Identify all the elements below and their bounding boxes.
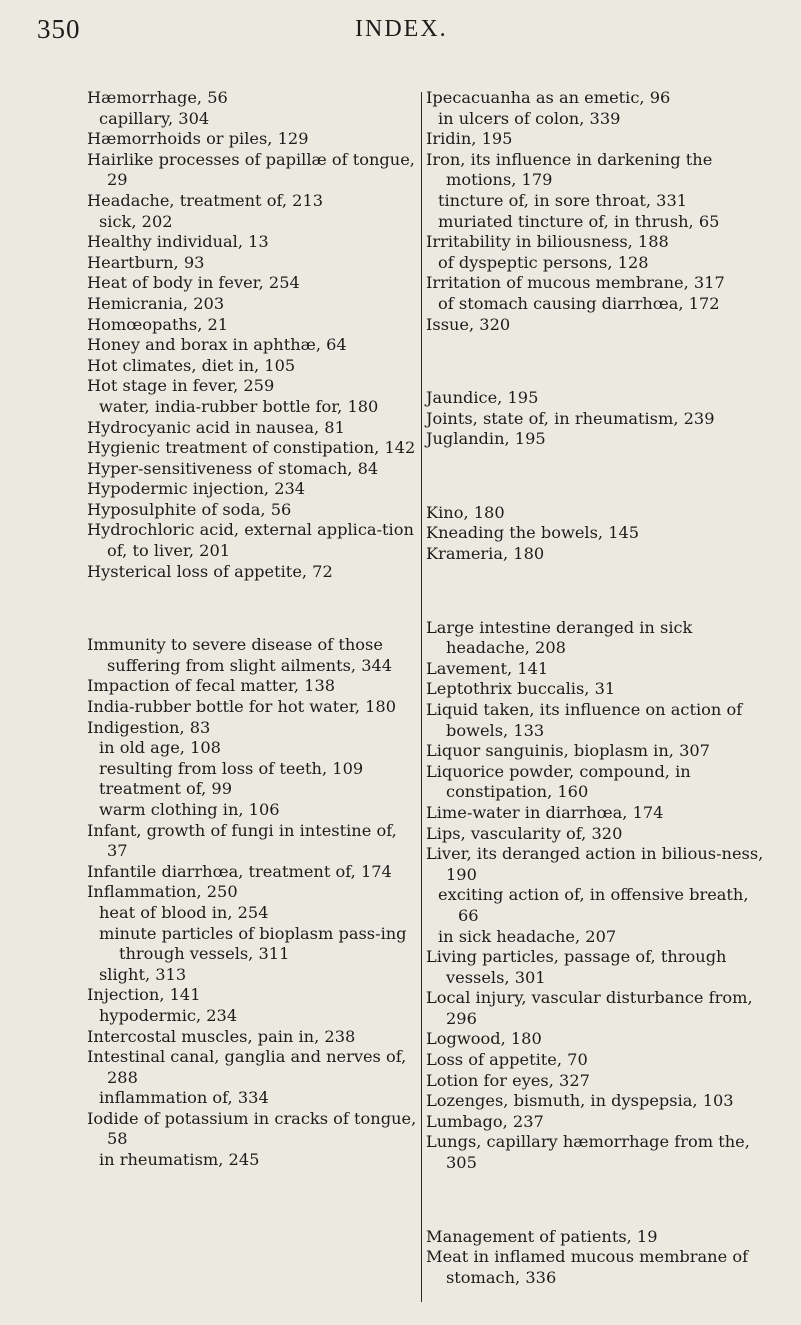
index-subentry: muriated tincture of, in thrush, 65 xyxy=(438,211,720,231)
index-entry: Hyposulphite of soda, 56 xyxy=(87,499,292,519)
index-entry: Living particles, passage of, through vessels, 301 xyxy=(426,947,727,987)
index-entry: Lungs, capillary hæmorrhage from the, 305 xyxy=(426,1132,750,1173)
index-entry: Joints, state of, in rheumatism, 239 xyxy=(426,408,715,428)
index-entry: Immunity to severe disease of those suffering from slight ailments, 344 xyxy=(87,635,393,675)
index-entry: Liquor sanguinis, bioplasm in, 307 xyxy=(426,741,710,761)
index-entry: Hydrochloric acid, external applica-tion of, to liver, 201 xyxy=(87,520,414,561)
index-entry: Logwood, 180 xyxy=(426,1029,542,1049)
index-column-left xyxy=(87,88,417,1171)
index-subentry: treatment of, 99 xyxy=(99,779,233,799)
index-entry: Lozenges, bismuth, in dyspepsia, 103 xyxy=(426,1091,734,1111)
index-entry: Inflammation, 250 xyxy=(87,882,238,902)
index-subentry: exciting action of, in offensive breath, 66 xyxy=(438,885,749,925)
index-subentry: tincture of, in sore throat, 331 xyxy=(438,190,688,210)
index-entry: Hot stage in fever, 259 xyxy=(87,376,275,396)
index-entry: Homœopaths, 21 xyxy=(87,314,229,334)
index-subentry: in ulcers of colon, 339 xyxy=(438,108,621,128)
index-subentry: sick, 202 xyxy=(99,211,173,231)
section-gap xyxy=(87,598,417,619)
index-column-right xyxy=(426,88,766,1288)
section-gap xyxy=(426,1190,766,1211)
index-entry: Healthy individual, 13 xyxy=(87,232,269,252)
index-subentry: of dyspeptic persons, 128 xyxy=(438,252,649,272)
index-entry: Leptothrix buccalis, 31 xyxy=(426,679,616,699)
page-title: INDEX. xyxy=(355,16,448,42)
index-entry: Kneading the bowels, 145 xyxy=(426,523,640,543)
index-entry: Iridin, 195 xyxy=(426,129,513,149)
index-entry: Large intestine deranged in sick headache, 208 xyxy=(426,617,693,658)
index-entry: India-rubber bottle for hot water, 180 xyxy=(87,697,397,716)
index-subentry: heat of blood in, 254 xyxy=(99,902,269,922)
index-entry: Injection, 141 xyxy=(87,985,201,1005)
index-entry: Headache, treatment of, 213 xyxy=(87,190,324,210)
index-subentry: hypodermic, 234 xyxy=(99,1005,238,1025)
index-entry: Irritation of mucous membrane, 317 xyxy=(426,273,725,293)
index-entry: Krameria, 180 xyxy=(426,544,545,564)
index-subentry: inflammation of, 334 xyxy=(99,1088,269,1108)
index-subentry: in sick headache, 207 xyxy=(438,926,617,946)
index-entry: Ipecacuanha as an emetic, 96 xyxy=(426,88,671,107)
index-entry: Hemicrania, 203 xyxy=(87,293,225,313)
index-entry: Loss of appetite, 70 xyxy=(426,1050,588,1070)
index-entry: Hæmorrhage, 56 xyxy=(87,88,228,107)
index-entry: Hæmorrhoids or piles, 129 xyxy=(87,129,309,149)
index-entry: Hyper-sensitiveness of stomach, 84 xyxy=(87,458,379,478)
index-entry: Hygienic treatment of constipation, 142 xyxy=(87,438,416,458)
section-gap xyxy=(426,351,766,372)
index-entry: Meat in inflamed mucous membrane of stomach, 336 xyxy=(426,1247,749,1287)
index-entry: Lotion for eyes, 327 xyxy=(426,1070,590,1090)
index-entry: Heartburn, 93 xyxy=(87,252,205,272)
index-entry: Indigestion, 83 xyxy=(87,717,211,737)
index-subentry: in rheumatism, 245 xyxy=(99,1150,260,1170)
index-entry: Infant, growth of fungi in intestine of, 37 xyxy=(87,820,397,861)
index-entry: Iron, its influence in darkening the motions, 179 xyxy=(426,149,713,190)
index-subentry: slight, 313 xyxy=(99,964,187,984)
index-entry: Lime-water in diarrhœa, 174 xyxy=(426,802,664,822)
index-subentry: resulting from loss of teeth, 109 xyxy=(99,758,364,778)
index-entry: Liquid taken, its influence on action of bowels, 133 xyxy=(426,699,743,740)
index-entry: Kino, 180 xyxy=(426,502,505,522)
index-entry: Management of patients, 19 xyxy=(426,1226,658,1246)
section-gap xyxy=(426,581,766,602)
index-entry: Hairlike processes of papillæ of tongue, 29 xyxy=(87,149,415,190)
index-entry: Iodide of potassium in cracks of tongue, 58 xyxy=(87,1108,417,1149)
section-gap xyxy=(426,466,766,487)
index-entry: Hypodermic injection, 234 xyxy=(87,479,306,499)
index-subentry: capillary, 304 xyxy=(99,108,210,128)
index-entry: Impaction of fecal matter, 138 xyxy=(87,676,336,696)
index-entry: Juglandin, 195 xyxy=(426,429,546,449)
column-divider xyxy=(421,92,422,1302)
page-number: 350 xyxy=(37,14,81,44)
index-entry: Lumbago, 237 xyxy=(426,1111,544,1131)
index-subentry: warm clothing in, 106 xyxy=(99,799,280,819)
index-entry: Lips, vascularity of, 320 xyxy=(426,823,623,843)
index-entry: Intestinal canal, ganglia and nerves of, 288 xyxy=(87,1047,407,1087)
index-entry: Liver, its deranged action in bilious-ness, 190 xyxy=(426,844,764,884)
index-entry: Hydrocyanic acid in nausea, 81 xyxy=(87,417,345,437)
index-entry: Local injury, vascular disturbance from, 296 xyxy=(426,988,753,1028)
index-entry: Honey and borax in aphthæ, 64 xyxy=(87,335,347,355)
index-entry: Intercostal muscles, pain in, 238 xyxy=(87,1026,356,1046)
index-entry: Hysterical loss of appetite, 72 xyxy=(87,561,333,581)
index-subentry: minute particles of bioplasm pass-ing through vessels, 311 xyxy=(99,923,407,964)
index-subentry: in old age, 108 xyxy=(99,738,221,758)
index-subentry: water, india-rubber bottle for, 180 xyxy=(99,396,379,416)
index-subentry: of stomach causing diarrhœa, 172 xyxy=(438,293,720,313)
index-entry: Hot climates, diet in, 105 xyxy=(87,355,296,375)
index-entry: Liquorice powder, compound, in constipation, 160 xyxy=(426,761,691,802)
index-entry: Irritability in biliousness, 188 xyxy=(426,232,669,252)
index-entry: Jaundice, 195 xyxy=(426,388,539,408)
index-entry: Infantile diarrhœa, treatment of, 174 xyxy=(87,861,392,881)
index-entry: Heat of body in fever, 254 xyxy=(87,273,300,293)
index-entry: Issue, 320 xyxy=(426,314,511,334)
index-entry: Lavement, 141 xyxy=(426,658,549,678)
